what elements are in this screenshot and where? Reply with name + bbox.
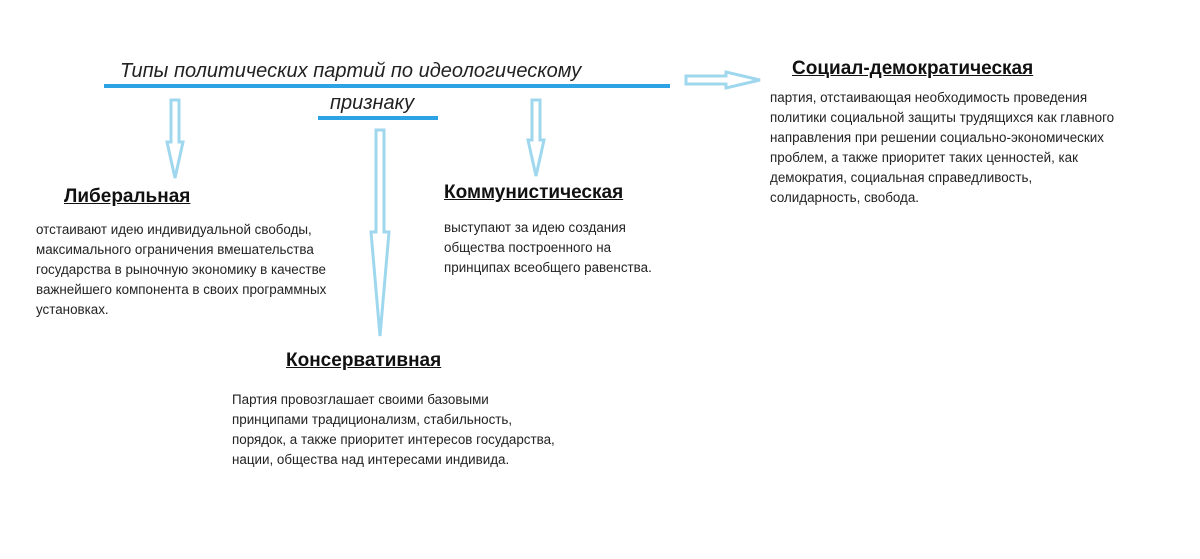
communist-desc-line: выступают за идею создания [444,220,626,235]
liberal-description [36,220,376,320]
social-democratic-description [770,88,1180,208]
social-democratic-desc-line: партия, отстаивающая необходимость проведения [770,90,1088,105]
conservative-heading: Консервативная [286,350,442,371]
social-democratic-desc-line: демократия, социальная справедливость, [770,170,1033,185]
liberal-desc-line: отстаивают идею индивидуальной свободы, [36,222,312,237]
liberal-desc-line: установках. [36,302,109,317]
social-democratic-desc-line: проблем, а также приоритет таких ценностей, как [770,150,1078,165]
conservative-desc-line: нации, общества над интересами индивида. [232,452,510,467]
diagram-title-line-2: признаку [330,92,415,114]
liberal-desc-line: государства в рыночную экономику в качестве [36,262,326,277]
social-democratic-desc-line: солидарность, свобода. [770,190,919,205]
arrow-to-social-democratic [686,72,760,88]
social-democratic-heading: Социал-демократическая [792,58,1034,79]
arrow-to-liberal [167,100,183,178]
conservative-description [232,390,612,470]
communist-desc-line: общества построенного на [444,240,612,255]
liberal-heading: Либеральная [64,186,191,207]
conservative-desc-line: Партия провозглашает своими базовыми [232,392,489,407]
communist-heading: Коммунистическая [444,182,624,203]
conservative-desc-line: порядок, а также приоритет интересов государства, [232,432,555,447]
conservative-desc-line: принципами традиционализм, стабильность, [232,412,513,427]
social-democratic-desc-line: направления при решении социально-экономических [770,130,1104,145]
communist-desc-line: принципах всеобщего равенства. [444,260,652,275]
liberal-desc-line: максимального ограничения вмешательства [36,242,314,257]
arrow-to-communist [528,100,544,176]
liberal-desc-line: важнейшего компонента в своих программных [36,282,327,297]
social-democratic-desc-line: политики социальной защиты трудящихся как главного [770,110,1115,125]
communist-description [444,218,704,278]
diagram-title-line-1: Типы политических партий по идеологическому [120,60,582,82]
